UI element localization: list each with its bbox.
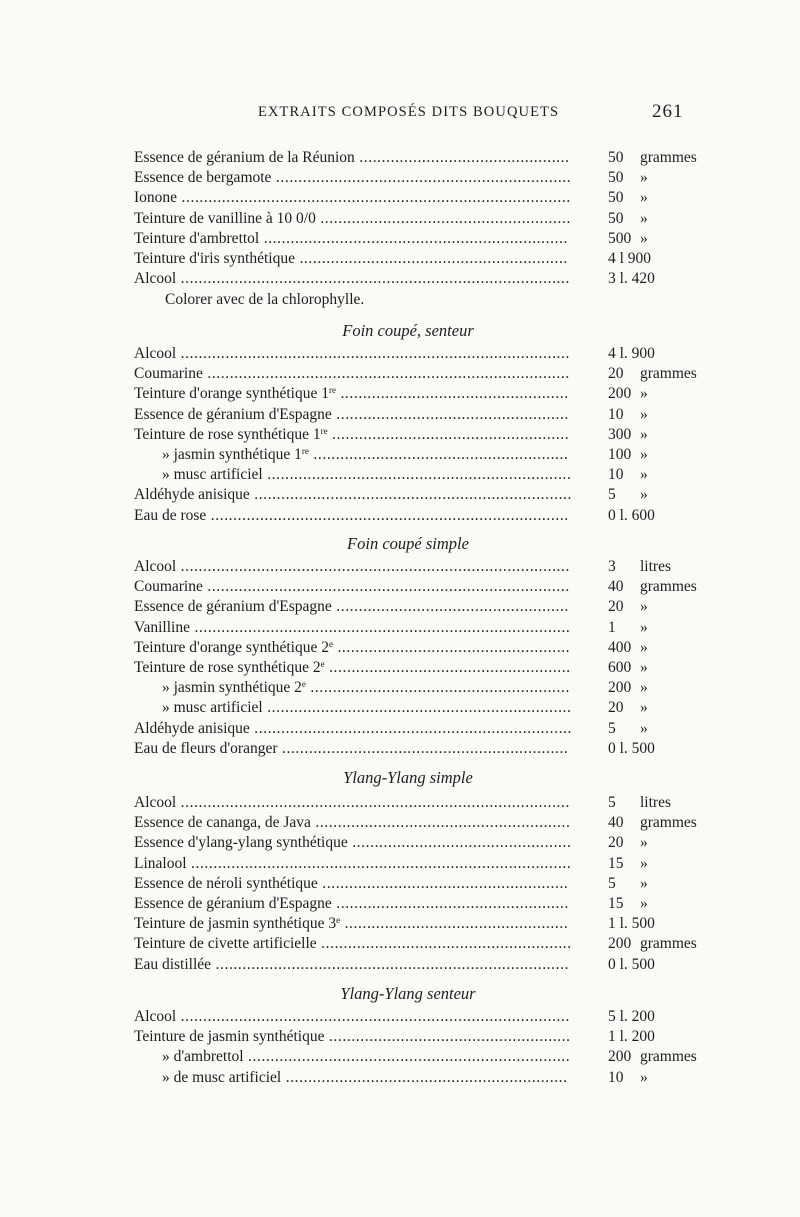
quantity-unit: » xyxy=(640,425,648,443)
recipe-row xyxy=(134,618,704,638)
ingredient-label: Coumarine ................................................................................. xyxy=(134,365,570,383)
ingredient-quantity: 10 » xyxy=(608,466,648,484)
recipe-row xyxy=(134,344,704,364)
ingredient-quantity: 20 grammes xyxy=(608,365,697,383)
ingredient-label: Alcool ....................................................................................... xyxy=(134,345,570,362)
quantity-unit: litres xyxy=(640,558,671,575)
recipe-row xyxy=(134,1068,704,1088)
ingredient-label: Essence de néroli synthétique ....................................................... xyxy=(134,874,569,892)
section-title: Foin coupé simple xyxy=(347,534,469,553)
quantity-unit: » xyxy=(640,385,648,403)
section-title: Ylang-Ylang simple xyxy=(343,768,473,787)
ingredient-quantity: 1 l. 200 xyxy=(608,1028,655,1046)
recipe-row xyxy=(134,405,704,425)
recipe-row xyxy=(134,678,704,698)
ingredient-label: Essence de bergamote .................................................................. xyxy=(134,169,572,187)
quantity-unit: » xyxy=(640,618,648,636)
recipe-row xyxy=(134,485,704,505)
recipe-row xyxy=(134,658,704,678)
recipe-row xyxy=(134,557,704,577)
dot-leader: ......................................................... xyxy=(310,814,571,832)
recipe-row xyxy=(134,506,704,526)
dot-leader: ................................................. xyxy=(347,834,572,852)
ingredient-quantity: 200 » xyxy=(608,385,648,403)
ingredient-quantity: 1 » xyxy=(608,618,648,636)
dot-leader: .................................................................... xyxy=(259,229,569,247)
dot-leader: ................................................................................ xyxy=(206,506,569,524)
dot-leader: .................................................... xyxy=(332,638,571,656)
recipe-row xyxy=(134,465,704,485)
ingredient-label: Eau distillée ............................................................................... xyxy=(134,955,570,973)
ingredient-quantity: 15 » xyxy=(608,895,648,912)
ingredient-quantity: 20 » xyxy=(608,834,648,852)
dot-leader: ...................................................... xyxy=(324,1028,571,1046)
dot-leader: .................................................. xyxy=(340,915,569,933)
recipe-row xyxy=(134,1047,704,1067)
dot-leader: ....................................................................................... xyxy=(176,345,570,362)
quantity-unit: » xyxy=(640,638,648,656)
ingredient-label: Ionone ....................................................................................... xyxy=(134,189,571,207)
ingredient-label: Eau de rose ................................................................................ xyxy=(134,506,569,524)
ingredient-label: Essence de géranium de la Réunion ............................................... xyxy=(134,149,570,166)
ingredient-quantity: 20 » xyxy=(608,598,648,616)
ingredient-label: Alcool ....................................................................................... xyxy=(134,794,570,811)
dot-leader: ........................................................ xyxy=(316,935,572,953)
ingredient-label: » musc artificiel .................................................................... xyxy=(162,699,572,717)
dot-leader: ........................................................ xyxy=(315,209,571,227)
ingredient-label: Essence d'ylang-ylang synthétique ................................................. xyxy=(134,834,572,852)
ingredient-label: Essence de géranium d'Espagne .................................................... xyxy=(134,598,569,616)
recipe-row xyxy=(134,698,704,718)
ingredient-label: Aldéhyde anisique ....................................................................... xyxy=(134,719,572,737)
dot-leader: .................................................................................... xyxy=(189,618,571,636)
ingredient-label: Teinture de jasmin synthétique 3e .................................................. xyxy=(134,915,569,933)
ingredient-quantity: 1 l. 500 xyxy=(608,915,655,933)
ingredient-label: Coumarine ................................................................................. xyxy=(134,578,570,596)
dot-leader: ............................................... xyxy=(354,149,570,166)
ingredient-quantity: 200 grammes xyxy=(608,935,697,953)
recipe-row xyxy=(134,1027,704,1047)
dot-leader: ....................................................................................... xyxy=(176,558,570,575)
ingredient-quantity: 4 l. 900 xyxy=(608,345,655,362)
ingredient-quantity: 3 l. 420 xyxy=(608,270,655,288)
ingredient-quantity: 4 l 900 xyxy=(608,250,652,267)
quantity-unit: grammes xyxy=(640,1048,697,1066)
dot-leader: ........................................................................ xyxy=(243,1048,571,1066)
recipe-row xyxy=(134,269,704,289)
dot-leader: ...................................................... xyxy=(324,659,571,676)
recipe-row xyxy=(134,384,704,404)
ingredient-label: Teinture de rose synthétique 2e ...................................................... xyxy=(134,659,571,676)
ingredient-label: » d'ambrettol ........................................................................ xyxy=(162,1048,571,1066)
dot-leader: ..................................................................................... xyxy=(186,854,572,872)
quantity-unit: » xyxy=(640,466,648,484)
ingredient-label: Teinture de rose synthétique 1re ..................................................... xyxy=(134,425,570,443)
dot-leader: .......................................................... xyxy=(305,679,570,697)
ingredient-quantity: 3 litres xyxy=(608,558,671,575)
dot-leader: .................................................................... xyxy=(262,466,572,484)
dot-leader: ....................................................................... xyxy=(249,719,572,737)
page-number: 261 xyxy=(652,101,684,122)
dot-leader: ............................................................... xyxy=(281,1068,568,1086)
ingredient-quantity: 5 l. 200 xyxy=(608,1008,655,1025)
running-title: EXTRAITS COMPOSÉS DITS BOUQUETS xyxy=(258,104,560,120)
recipe-row xyxy=(134,638,704,658)
quantity-unit: » xyxy=(640,405,648,423)
ingredient-label: Vanilline .................................................................................... xyxy=(134,618,571,636)
recipe-note: Colorer avec de la chlorophylle. xyxy=(165,291,365,308)
ingredient-quantity: 5 litres xyxy=(608,794,671,811)
recipe-row xyxy=(134,955,704,975)
ingredient-quantity: 600 » xyxy=(608,659,648,676)
recipe-row xyxy=(134,597,704,617)
ingredient-label: Teinture de civette artificielle ........................................................ xyxy=(134,935,572,953)
ingredient-label: » jasmin synthétique 1re ......................................................... xyxy=(162,446,569,463)
ingredient-quantity: 5 » xyxy=(608,486,648,504)
quantity-unit: » xyxy=(640,874,648,892)
dot-leader: ................................................................................. xyxy=(202,365,570,383)
recipe-row xyxy=(134,894,704,914)
ingredient-quantity: 300 » xyxy=(608,425,648,443)
ingredient-quantity: 0 l. 500 xyxy=(608,739,655,757)
ingredient-label: Alcool ....................................................................................... xyxy=(134,270,570,288)
ingredient-label: Teinture d'orange synthétique 2e .................................................... xyxy=(134,638,571,656)
recipe-row xyxy=(134,209,704,229)
dot-leader: ............................................................................... xyxy=(211,955,570,973)
recipe-row xyxy=(134,874,704,894)
quantity-unit: » xyxy=(640,189,648,207)
recipe-row xyxy=(134,793,704,813)
ingredient-quantity: 50 » xyxy=(608,169,648,187)
recipe-row xyxy=(134,249,704,269)
recipe-row xyxy=(134,445,704,465)
dot-leader: ....................................................................................... xyxy=(176,1008,570,1025)
quantity-unit: » xyxy=(640,679,648,697)
dot-leader: ....................................................................................... xyxy=(177,189,571,207)
recipe-row xyxy=(134,229,704,249)
quantity-unit: » xyxy=(640,719,648,737)
ingredient-quantity: 100 » xyxy=(608,446,648,463)
dot-leader: ................................................................................. xyxy=(202,578,570,596)
dot-leader: ....................................................................... xyxy=(249,486,572,504)
quantity-unit: » xyxy=(640,854,648,872)
ingredient-label: » musc artificiel .................................................................... xyxy=(162,466,572,484)
ingredient-quantity: 200 grammes xyxy=(608,1048,697,1066)
dot-leader: ....................................................... xyxy=(317,874,569,892)
ingredient-label: Teinture d'orange synthétique 1re ................................................... xyxy=(134,385,569,403)
dot-leader: ....................................................................................... xyxy=(176,270,570,288)
recipe-row xyxy=(134,914,704,934)
quantity-unit: grammes xyxy=(640,935,697,953)
ingredient-label: Alcool ....................................................................................... xyxy=(134,558,570,575)
ingredient-quantity: 200 » xyxy=(608,679,648,697)
quantity-unit: grammes xyxy=(640,578,697,596)
ingredient-label: Aldéhyde anisique ....................................................................... xyxy=(134,486,572,504)
recipe-row xyxy=(134,719,704,739)
recipe-row xyxy=(134,739,704,759)
quantity-unit: » xyxy=(640,486,648,504)
ingredient-quantity: 10 » xyxy=(608,1068,648,1086)
ingredient-quantity: 5 » xyxy=(608,719,648,737)
ingredient-label: Essence de géranium d'Espagne .................................................... xyxy=(134,405,569,423)
recipe-row xyxy=(134,833,704,853)
quantity-unit: » xyxy=(640,169,648,187)
quantity-unit: » xyxy=(640,1068,648,1086)
ingredient-quantity: 0 l. 600 xyxy=(608,506,655,524)
ingredient-label: Teinture de vanilline à 10 0/0 ........................................................ xyxy=(134,209,571,227)
recipe-row xyxy=(134,1007,704,1027)
quantity-unit: grammes xyxy=(640,149,697,166)
quantity-unit: grammes xyxy=(640,365,697,383)
quantity-unit: litres xyxy=(640,794,671,811)
ingredient-quantity: 40 grammes xyxy=(608,578,697,596)
recipe-row xyxy=(134,813,704,833)
ingredient-quantity: 10 » xyxy=(608,405,648,423)
quantity-unit: grammes xyxy=(640,814,697,832)
dot-leader: ......................................................... xyxy=(308,446,569,463)
quantity-unit: » xyxy=(640,598,648,616)
page-header xyxy=(0,101,800,128)
ingredient-label: » de musc artificiel ............................................................... xyxy=(162,1068,568,1086)
recipe-row xyxy=(134,854,704,874)
ingredient-quantity: 0 l. 500 xyxy=(608,955,655,973)
section-title: Ylang-Ylang senteur xyxy=(340,984,476,1003)
ingredient-quantity: 40 grammes xyxy=(608,814,697,832)
quantity-unit: » xyxy=(640,895,648,912)
ingredient-label: Alcool ....................................................................................... xyxy=(134,1008,570,1025)
ingredient-quantity: 400 » xyxy=(608,638,648,656)
quantity-unit: » xyxy=(640,229,648,247)
ingredient-quantity: 15 » xyxy=(608,854,648,872)
dot-leader: ....................................................................................... xyxy=(176,794,570,811)
ingredient-label: Linalool ..................................................................................... xyxy=(134,854,572,872)
recipe-row xyxy=(134,188,704,208)
dot-leader: .................................................... xyxy=(331,598,569,616)
ingredient-quantity: 50 grammes xyxy=(608,149,697,166)
ingredient-quantity: 500 » xyxy=(608,229,648,247)
ingredient-label: Teinture de jasmin synthétique ...................................................... xyxy=(134,1028,571,1046)
ingredient-label: Teinture d'ambrettol .................................................................... xyxy=(134,229,569,247)
dot-leader: .................................................... xyxy=(331,405,569,423)
dot-leader: ................................................... xyxy=(335,385,569,403)
quantity-unit: » xyxy=(640,209,648,227)
ingredient-label: Teinture d'iris synthétique ............................................................ xyxy=(134,250,568,267)
dot-leader: .................................................................... xyxy=(262,699,572,717)
ingredient-quantity: 50 » xyxy=(608,189,648,207)
ingredient-quantity: 20 » xyxy=(608,699,648,717)
dot-leader: ..................................................... xyxy=(327,425,570,443)
recipe-row xyxy=(134,577,704,597)
dot-leader: .................................................... xyxy=(331,895,569,912)
recipe-row xyxy=(134,425,704,445)
recipe-row xyxy=(134,364,704,384)
quantity-unit: » xyxy=(640,446,648,463)
dot-leader: ............................................................ xyxy=(294,250,568,267)
ingredient-label: » jasmin synthétique 2e .......................................................... xyxy=(162,679,570,697)
ingredient-quantity: 50 » xyxy=(608,209,648,227)
ingredient-label: Essence de géranium d'Espagne .................................................... xyxy=(134,895,569,912)
dot-leader: .................................................................. xyxy=(271,169,572,187)
recipe-row xyxy=(134,168,704,188)
ingredient-label: Essence de cananga, de Java ......................................................... xyxy=(134,814,571,832)
quantity-unit: » xyxy=(640,834,648,852)
section-title: Foin coupé, senteur xyxy=(342,321,474,340)
dot-leader: ................................................................ xyxy=(277,739,569,757)
quantity-unit: » xyxy=(640,659,648,676)
quantity-unit: » xyxy=(640,699,648,717)
ingredient-label: Eau de fleurs d'oranger ................................................................ xyxy=(134,739,569,757)
ingredient-quantity: 5 » xyxy=(608,874,648,892)
recipe-row xyxy=(134,934,704,954)
recipe-row xyxy=(134,148,704,168)
